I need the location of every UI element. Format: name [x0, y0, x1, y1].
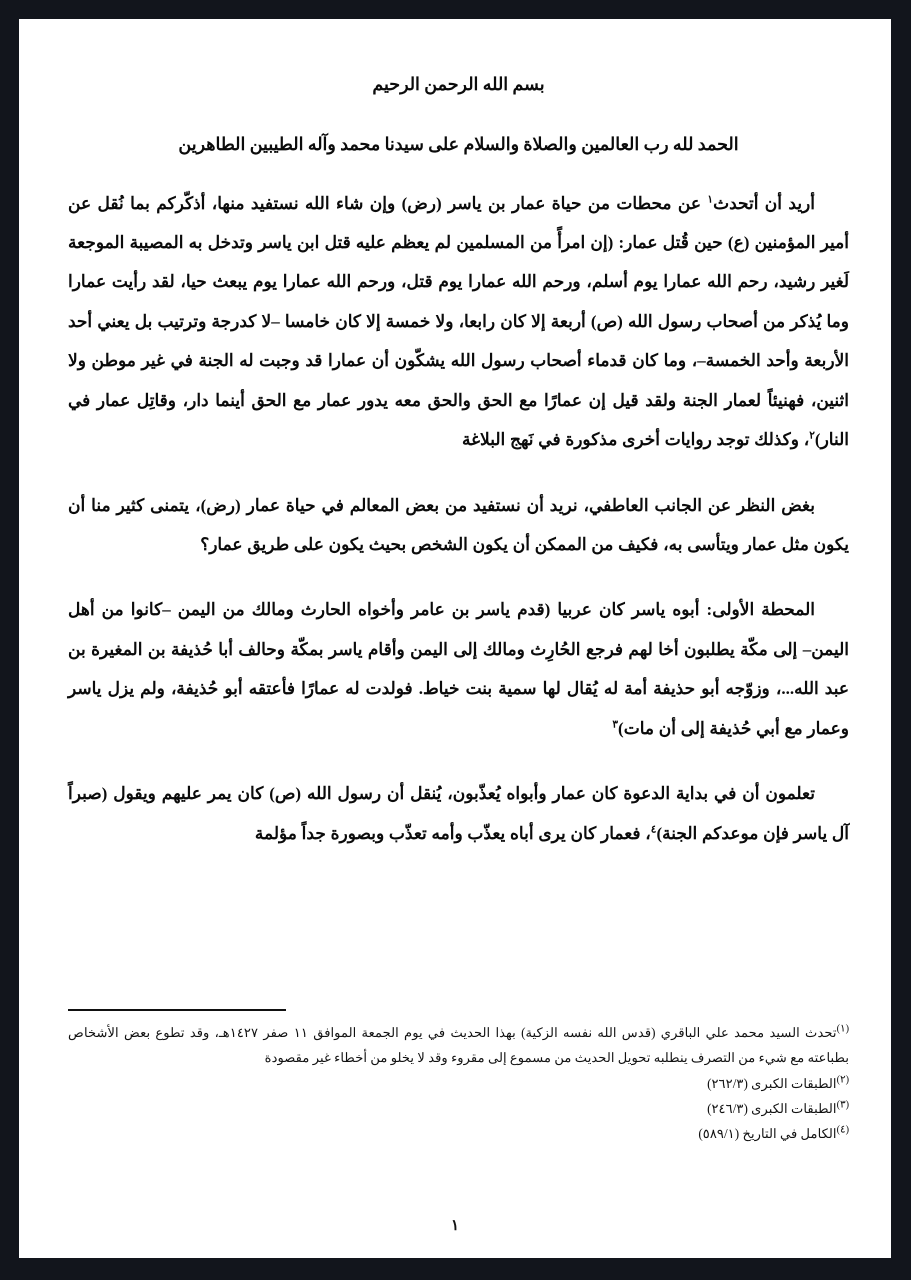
paragraph-4-text-a: تعلمون أن في بداية الدعوة كان عمار وأبواه يُعذّبون، يُنقل أن رسول الله (ص) كان يمر عليهم ويقول (صبراً آل ياسر فإن موعدكم الجنة) [68, 784, 849, 843]
heading-basmala: بسم الله الرحمن الرحيم [372, 74, 545, 94]
footnote-3-marker: (٣) [836, 1099, 849, 1111]
footnote-1-marker: (١) [836, 1023, 849, 1035]
footnote-ref-1[interactable]: ١ [707, 193, 714, 205]
paragraph-4 [68, 774, 849, 853]
paragraph-1 [68, 184, 849, 460]
document-body [68, 55, 849, 853]
page-number: ١ [450, 1218, 460, 1234]
document-page-inner [19, 19, 891, 1258]
paragraph-1-text-b: عن محطات من حياة عمار بن ياسر (رض) وإن شاء الله نستفيد منها، أذكّركم بما نُقل عن أمير المؤمنين (ع) حين قُتل عمار: (إن امرأً من المسلمين لم يعظم عليه قتل ابن ياسر وتدخل به المصيبة الموجعة لَغير رشيد، رحم الله عمارا يوم أسلم، ورحم الله عمارا يوم قتل، ورحم الله عمارا يوم يبعث حيا، لقد رأيت عمارا وما يُذكر من أصحاب رسول الله (ص) أربعة إلا كان رابعا، ولا خمسة إلا كان خامسا –لا كدرجة وترتيب بل يعني أحد الأربعة وأحد الخمسة–، وما كان قدماء أصحاب رسول الله يشكّون أن عمارا قد وجبت له الجنة في غير موطن ولا اثنين، فهنيئاً لعمار الجنة ولقد قيل إن عمارًا مع الحق والحق معه يدور عمار مع الحق أينما دار، وقاتِل عمار في النار) [68, 193, 849, 450]
footnote-separator-rule [68, 1009, 286, 1011]
footnote-ref-2[interactable]: ٢ [809, 430, 815, 442]
paragraph-1-text-c: ، وكذلك توجد روايات أخرى مذكورة في نَهج البلاغة [462, 430, 810, 450]
footnote-4-marker: (٤) [836, 1124, 849, 1136]
footnote-3-text: الطبقات الكبرى (٢٤٦/٣) [707, 1101, 837, 1117]
footnote-ref-4[interactable]: ٤ [650, 823, 657, 835]
document-page-sheet [19, 19, 891, 1258]
footnote-3 [68, 1096, 849, 1121]
footnote-2 [68, 1071, 849, 1096]
footnote-ref-3[interactable]: ٣ [612, 719, 619, 731]
footnote-4-text: الكامل في التاريخ (٥٨٩/١) [698, 1126, 837, 1142]
footnote-separator-wrap [68, 1009, 849, 1011]
footnote-2-text: الطبقات الكبرى (٢٦٢/٣) [707, 1075, 837, 1091]
heading-hamdala: الحمد لله رب العالمين والصلاة والسلام على سيدنا محمد وآله الطيبين الطاهرين [178, 134, 739, 155]
paragraph-2: بغض النظر عن الجانب العاطفي، نريد أن نستفيد من بعض المعالم في حياة عمار (رض)، يتمنى كثير منا أن يكون مثل عمار ويتأسى به، فكيف من الممكن أن يكون الشخص بحيث يكون على طريق عمار؟ [68, 495, 849, 554]
paragraph-3 [68, 590, 849, 748]
paragraph-3-text-a: المحطة الأولى: أبوه ياسر كان عربيا (قدم ياسر بن عامر وأخواه الحارث ومالك من اليمن –كانوا من أهل اليمن– إلى مكّة يطلبون أخا لهم فرجع الحُارِث ومالك إلى اليمن وأقام ياسر بمكّة وحالف أبا حُذيفة بن المغيرة بن عبد الله...، وزوّجه أبو حذيفة أمة له يُقال لها سمية بنت خياط. فولدت له عمارًا فأعتقه أبو حُذيفة، ولم يزل ياسر وعمار مع أبي حُذيفة إلى أن مات) [68, 600, 849, 738]
paragraph-4-text-b: ، فعمار كان يرى أباه يعذّب وأمه تعذّب وبصورة جداً مؤلمة [254, 823, 651, 843]
footnote-section [68, 1009, 849, 1147]
footnote-1-text: تحدث السيد محمد علي الباقري (قدس الله نفسه الزكية) بهذا الحديث في يوم الجمعة الموافق ١١ صفر ١٤٢٧هـ، وقد تطوع بعض الأشخاص بطباعته مع شيء من التصرف ينطلبه تحويل الحديث من مسموع إلى مقروء وقد لا يخلو من أخطاء غير مقصودة [68, 1025, 849, 1066]
footnote-4 [68, 1121, 849, 1146]
footnote-2-marker: (٢) [836, 1074, 849, 1086]
footnote-1 [68, 1020, 849, 1071]
paragraph-1-text-a: أريد أن أتحدث [713, 193, 815, 213]
